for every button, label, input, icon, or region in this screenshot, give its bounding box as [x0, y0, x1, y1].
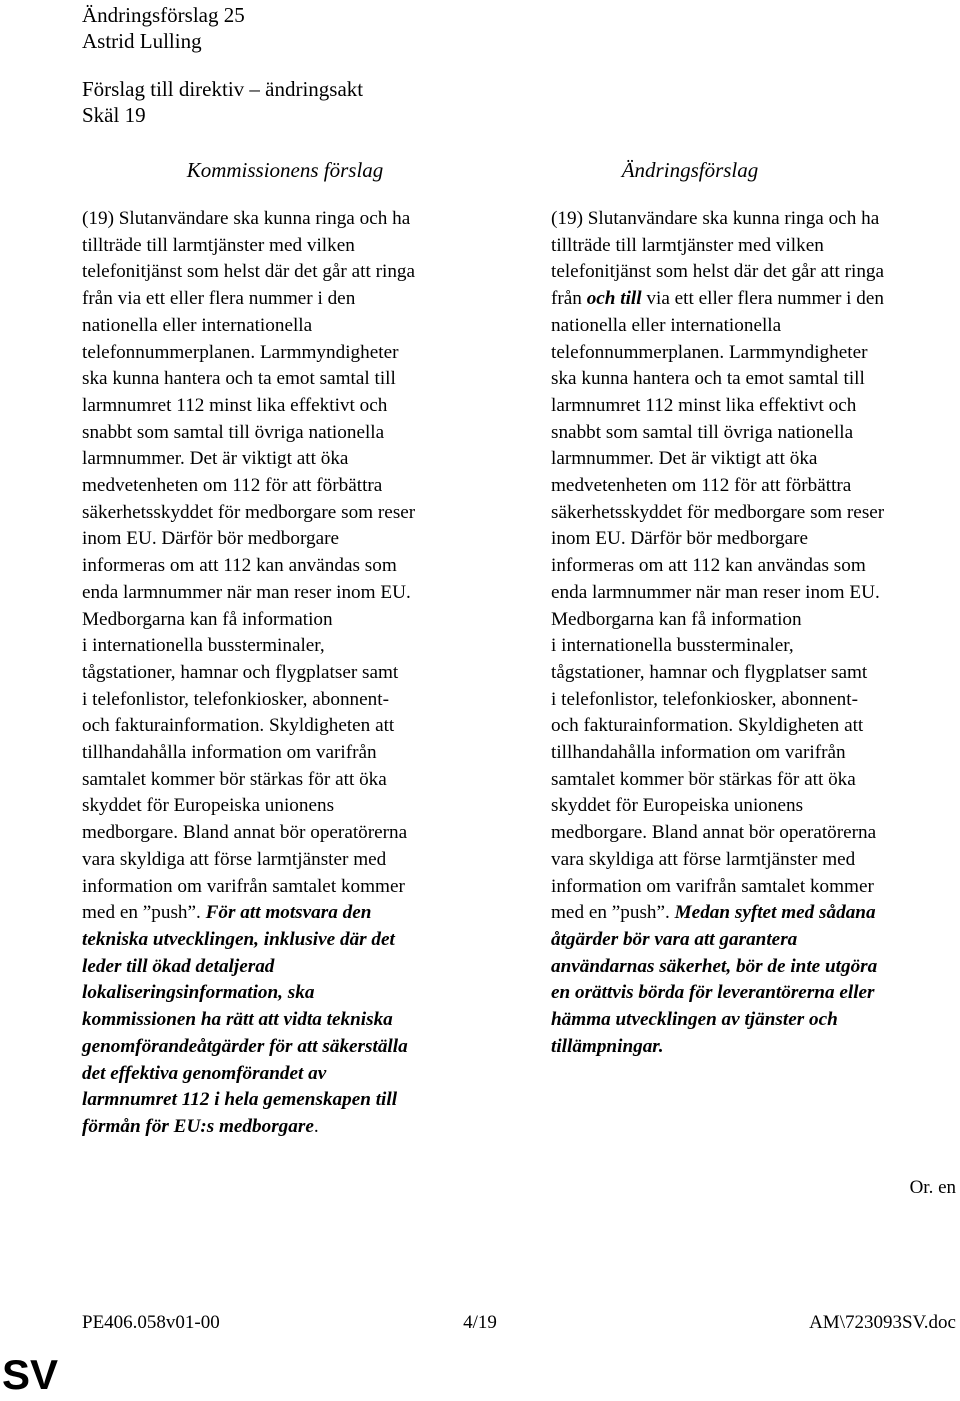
text-line: ska kunna hantera och ta emot samtal till [82, 368, 396, 390]
text-line: telefonitjänst som helst där det går att ringa [82, 261, 416, 283]
plain-fragment: från [551, 288, 587, 310]
text-line: tillämpningar. [551, 1035, 664, 1057]
footer-reference: PE406.058v01-00 [82, 1312, 220, 1333]
text-line: inom EU. Därför bör medborgare [82, 528, 339, 550]
commission-plain-text [82, 206, 492, 900]
text-line: ska kunna hantera och ta emot samtal till [551, 368, 865, 390]
text-line: i telefonlistor, telefonkiosker, abonnent- [82, 688, 389, 710]
text-line: enda larmnummer när man reser inom EU. [551, 581, 880, 603]
text-line: kommissionen ha rätt att vidta tekniska [82, 1009, 393, 1031]
plain-fragment: med en ”push”. [551, 902, 675, 924]
original-language-note: Or. en [909, 1177, 956, 1198]
text-line: tekniska utvecklingen, inklusive där det [82, 928, 395, 950]
text-line: samtalet kommer bör stärkas för att öka [82, 768, 387, 790]
text-line: information om varifrån samtalet kommer [551, 875, 874, 897]
plain-fragment: via ett eller flera nummer i den [641, 288, 884, 310]
text-line: (19) Slutanvändare ska kunna ringa och ha [82, 208, 411, 229]
commission-push-line [82, 900, 492, 927]
text-line: tillträde till larmtjänster med vilken [82, 234, 355, 256]
amendment-text-column [551, 206, 960, 1061]
amendment-plain-text-a [551, 206, 960, 286]
text-line: Medborgarna kan få information [551, 608, 802, 630]
text-line: larmnumret 112 minst lika effektivt och [551, 394, 857, 416]
text-line: en orättvis börda för leverantörerna eller [551, 982, 875, 1004]
plain-fragment: med en ”push”. [82, 902, 206, 924]
text-line: (19) Slutanvändare ska kunna ringa och ha [551, 208, 880, 229]
text-line: tillhandahålla information om varifrån [551, 742, 846, 764]
text-line: nationella eller internationella [82, 314, 313, 336]
text-line: tillhandahålla information om varifrån [82, 742, 377, 764]
added-fragment: Medan syftet med sådana [674, 902, 876, 924]
text-line: enda larmnummer när man reser inom EU. [82, 581, 411, 603]
text-line: åtgärder bör vara att garantera [551, 928, 798, 950]
commission-added-text [82, 927, 492, 1114]
text-line: informeras om att 112 kan användas som [82, 555, 397, 577]
commission-text-heading: Kommissionens förslag [186, 158, 384, 182]
text-line: leder till ökad detaljerad [82, 955, 275, 977]
recital-label: Skäl 19 [82, 103, 146, 127]
text-line: samtalet kommer bör stärkas för att öka [551, 768, 856, 790]
text-line: från via ett eller flera nummer i den [82, 288, 356, 310]
amendment-push-line [551, 900, 960, 927]
amendment-och-till-line [551, 286, 960, 313]
text-line: informeras om att 112 kan användas som [551, 555, 866, 577]
text-line: genomförandeåtgärder för att säkerställa [82, 1035, 408, 1057]
language-code: SV [2, 1351, 59, 1398]
text-line: det effektiva genomförandet av [82, 1062, 327, 1084]
added-fragment: För att motsvara den [205, 902, 372, 924]
commission-text-column [82, 206, 492, 1141]
author-name: Astrid Lulling [82, 29, 202, 53]
text-line: larmnumret 112 minst lika effektivt och [82, 394, 388, 416]
added-fragment: förmån för EU:s medborgare [82, 1115, 314, 1137]
text-line: larmnummer. Det är viktigt att öka [82, 448, 349, 470]
footer-page-number: 4/19 [463, 1312, 497, 1333]
text-line: medvetenheten om 112 för att förbättra [551, 475, 852, 497]
plain-fragment: . [313, 1115, 319, 1137]
text-line: information om varifrån samtalet kommer [82, 875, 405, 897]
added-fragment: och till [586, 288, 642, 310]
text-line: säkerhetsskyddet för medborgare som reser [82, 501, 416, 523]
text-line: tågstationer, hamnar och flygplatser samt [551, 661, 868, 683]
text-line: säkerhetsskyddet för medborgare som reser [551, 501, 885, 523]
text-line: larmnumret 112 i hela gemenskapen till [82, 1089, 398, 1111]
text-line: snabbt som samtal till övriga nationella [551, 421, 854, 443]
text-line: och fakturainformation. Skyldigheten att [82, 715, 395, 737]
text-line: och fakturainformation. Skyldigheten att [551, 715, 864, 737]
proposal-title: Förslag till direktiv – ändringsakt [82, 77, 364, 101]
amendment-added-text [551, 927, 960, 1061]
text-line: skyddet för Europeiska unionens [82, 795, 335, 817]
text-line: tillträde till larmtjänster med vilken [551, 234, 824, 256]
text-line: lokaliseringsinformation, ska [82, 982, 315, 1004]
footer-document: AM\723093SV.doc [809, 1312, 956, 1333]
text-line: telefonnummerplanen. Larmmyndigheter [82, 341, 399, 363]
text-line: inom EU. Därför bör medborgare [551, 528, 808, 550]
amendment-plain-text-b [551, 313, 960, 900]
text-line: telefonnummerplanen. Larmmyndigheter [551, 341, 868, 363]
text-line: i internationella bussterminaler, [82, 635, 325, 657]
text-line: hämma utvecklingen av tjänster och [551, 1009, 838, 1031]
text-line: medvetenheten om 112 för att förbättra [82, 475, 383, 497]
text-line: vara skyldiga att förse larmtjänster med [551, 848, 856, 870]
amendment-number: Ändringsförslag 25 [82, 3, 245, 27]
text-line: i telefonlistor, telefonkiosker, abonnent- [551, 688, 858, 710]
text-line: skyddet för Europeiska unionens [551, 795, 804, 817]
text-line: larmnummer. Det är viktigt att öka [551, 448, 818, 470]
text-line: snabbt som samtal till övriga nationella [82, 421, 385, 443]
text-line: Medborgarna kan få information [82, 608, 333, 630]
text-line: tågstationer, hamnar och flygplatser samt [82, 661, 399, 683]
text-line: vara skyldiga att förse larmtjänster med [82, 848, 387, 870]
text-line: i internationella bussterminaler, [551, 635, 794, 657]
commission-last-line [82, 1114, 492, 1141]
text-line: nationella eller internationella [551, 314, 782, 336]
amendment-text-heading: Ändringsförslag [621, 158, 759, 182]
text-line: användarnas säkerhet, bör de inte utgöra [551, 955, 878, 977]
text-line: medborgare. Bland annat bör operatörerna [82, 822, 408, 844]
text-line: medborgare. Bland annat bör operatörerna [551, 822, 877, 844]
text-line: telefonitjänst som helst där det går att ringa [551, 261, 885, 283]
